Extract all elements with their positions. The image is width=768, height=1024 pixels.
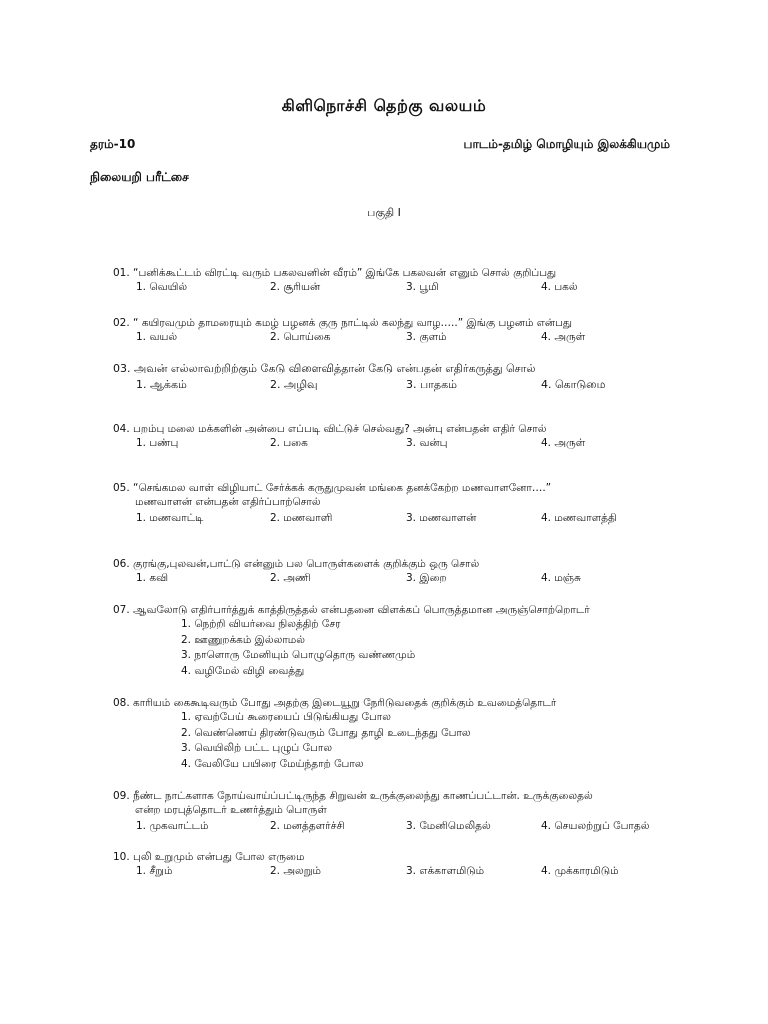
option-3: 3. மணவாளன்: [406, 512, 477, 524]
question-9: [113, 789, 693, 834]
option-2: 2. அலறும்: [270, 865, 321, 877]
options-list: [113, 710, 693, 772]
option-4: 4. கொடுமை: [541, 378, 606, 391]
option-3: 3. வெயிலிற் பட்ட புழுப் போல: [181, 742, 333, 754]
question-text: “பனிக்கூட்டம் விரட்டி வரும் பகலவனின் வீரம்” இங்கே பகலவன் எனும் சொல் குறிப்பது: [133, 267, 557, 279]
option-1: 1. ஏவற்பேய் கூரையைப் பிடுங்கியது போல: [181, 711, 391, 723]
question-text: அவன் எல்லாவற்றிற்கும் கேடு விளைவித்தான் கேடு என்பதன் எதிர்கருத்து சொல்: [134, 362, 536, 375]
option-3: 3. வன்பு: [406, 437, 448, 449]
question-number: 05.: [113, 482, 130, 494]
option-2: 2. மனத்தளர்ச்சி: [270, 820, 345, 832]
options-row: [113, 864, 693, 879]
question-number: 02.: [113, 317, 130, 329]
option-1: 1. வயல்: [136, 331, 178, 343]
question-text: காரியம் கைகூடிவரும் போது அதற்கு இடையூறு நேரிடுவதைக் குறிக்கும் உவமைத்தொடர்: [133, 697, 557, 709]
option-1: 1. சீறும்: [136, 865, 173, 877]
options-row: [113, 280, 693, 295]
question-number: 08.: [113, 697, 130, 709]
exam-name: நிலையறி பரீட்சை: [90, 170, 189, 184]
option-4: 4. வழிமேல் விழி வைத்து: [181, 664, 305, 677]
option-4: 4. அருள்: [541, 331, 586, 343]
question-6: [113, 557, 693, 586]
option-4: 4. மஞ்சு: [541, 572, 581, 584]
question-text: ஆவலோடு எதிர்பார்த்துக் காத்திருத்தல் என்பதனை விளக்கப் பொருத்தமான அருஞ்சொற்றொடர்: [133, 604, 590, 616]
question-7: [113, 603, 693, 679]
option-1: 1. பண்பு: [136, 437, 179, 449]
option-3: 3. நாளொரு மேனியும் பொழுதொரு வண்ணமும்: [181, 649, 416, 661]
option-3: 3. பூமி: [406, 281, 439, 293]
option-3: 3. பாதகம்: [406, 378, 457, 391]
option-1: 1. வெயில்: [136, 281, 188, 293]
subject-label: பாடம்-தமிழ் மொழியும் இலக்கியமும்: [463, 137, 670, 151]
question-number: 06.: [113, 558, 130, 570]
option-1: 1. கவி: [136, 572, 169, 584]
option-3: 3. எக்காளமிடும்: [406, 865, 485, 877]
question-number: 04.: [113, 423, 130, 435]
section-label: பகுதி I: [367, 206, 401, 219]
option-2: 2. சூரியன்: [270, 281, 321, 293]
question-text: புலி உறுமும் என்பது போல எருமை: [133, 851, 305, 863]
question-3: [113, 362, 693, 393]
options-row: [113, 511, 693, 526]
option-2: 2. பொய்கை: [270, 331, 331, 343]
question-text: “ கயிரவமும் தாமரையும் கமழ் பழனக் குரு நாட்டில் கலந்து வாழ…..” இங்கு பழனம் என்பது: [133, 317, 573, 329]
option-3: 3. இறை: [406, 572, 447, 584]
option-1: 1. மணவாட்டி: [136, 512, 204, 524]
option-4: 4. வேலியே பயிரை மேய்ந்தாற் போல: [181, 757, 364, 770]
option-1: 1. ஆக்கம்: [136, 378, 187, 391]
question-5: [113, 481, 693, 526]
question-number: 09.: [113, 790, 130, 802]
option-3: 3. குளம்: [406, 331, 447, 343]
zone-title: கிளிநொச்சி தெற்கு வலயம்: [281, 96, 487, 115]
question-number: 10.: [113, 851, 130, 863]
option-2: 2. ஊணுறக்கம் இல்லாமல்: [181, 633, 305, 646]
question-2: [113, 316, 693, 345]
option-1: 1. முகவாட்டம்: [136, 820, 209, 832]
question-text-continued: மணவாளன் என்பதன் எதிர்ப்பாற்சொல்: [135, 496, 321, 508]
question-8: [113, 696, 693, 772]
option-4: 4. செயலற்றுப் போதல்: [541, 820, 650, 832]
option-4: 4. முக்காரமிடும்: [541, 865, 619, 877]
options-row: [113, 330, 693, 345]
option-2: 2. அணி: [270, 572, 311, 584]
options-row: [113, 819, 693, 834]
question-text-continued: என்ற மரபுத்தொடர் உணர்த்தும் பொருள்: [135, 804, 327, 816]
question-4: [113, 422, 693, 451]
option-4: 4. அருள்: [541, 437, 586, 449]
options-row: [113, 436, 693, 451]
question-text: “செங்கமல வாள் விழியாட் சேர்க்கக் கருதுமுவன் மங்கை தனக்கேற்ற மணவாளனோ….”: [133, 482, 552, 494]
option-2: 2. மணவாளி: [270, 512, 333, 524]
options-row: [113, 378, 693, 393]
question-10: [113, 850, 693, 879]
question-number: 07.: [113, 604, 130, 616]
grade-label: தரம்-10: [90, 137, 136, 151]
option-2: 2. வெண்ணெய் திரண்டுவரும் போது தாழி உடைந்தது போல: [181, 726, 471, 739]
option-4: 4. மணவாளத்தி: [541, 512, 617, 524]
question-number: 01.: [113, 267, 130, 279]
option-4: 4. பகல்: [541, 281, 578, 293]
question-1: [113, 266, 693, 295]
options-list: [113, 617, 693, 679]
option-3: 3. மேனிமெலிதல்: [406, 820, 491, 832]
question-text: நீண்ட நாட்களாக நோய்வாய்ப்பட்டிருந்த சிறுவன் உருக்குலைந்து காணப்பட்டான். உருக்குலைதல்: [133, 790, 593, 802]
option-2: 2. அழிவு: [270, 378, 318, 391]
options-row: [113, 571, 693, 586]
question-text: பறம்பு மலை மக்களின் அன்பை எப்படி விட்டுச் செல்வது? அன்பு என்பதன் எதிர் சொல்: [133, 423, 547, 435]
question-number: 03.: [113, 362, 131, 375]
option-2: 2. பகை: [270, 437, 308, 449]
question-text: குரங்கு,புலவன்,பாட்டு என்னும் பல பொருள்களைக் குறிக்கும் ஒரு சொல்: [133, 558, 480, 570]
option-1: 1. நெற்றி வியர்வை நிலத்திற் சேர: [181, 618, 341, 630]
